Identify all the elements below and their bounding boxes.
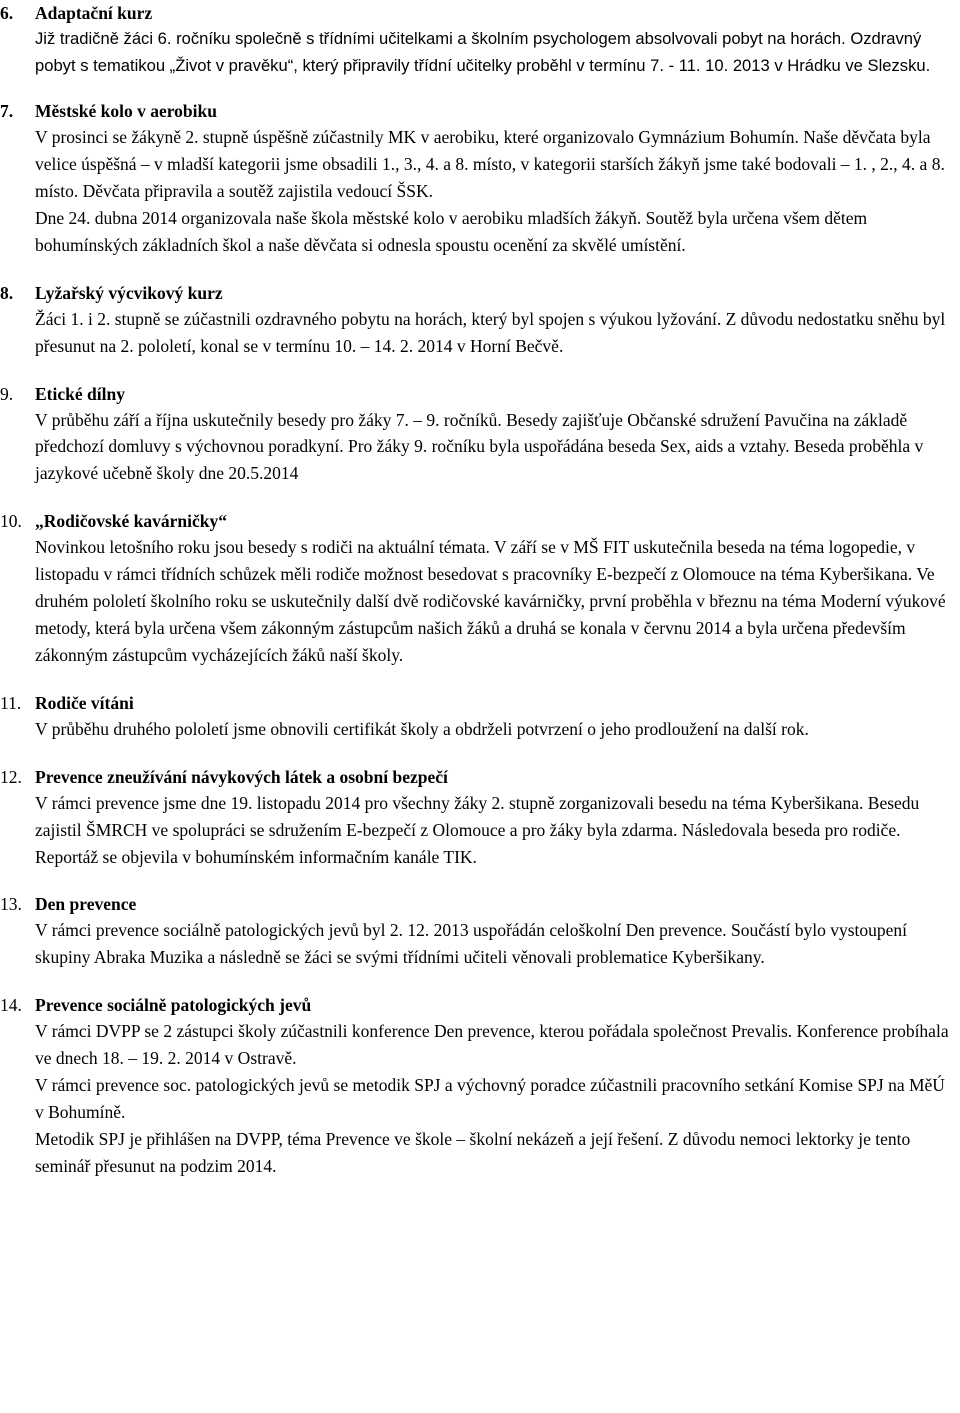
- section-number: 14.: [0, 995, 22, 1016]
- section-number: 11.: [0, 692, 22, 713]
- section-heading: [0, 992, 952, 1018]
- paragraph: Dne 24. dubna 2014 organizovala naše škola městské kolo v aerobiku mladších žákyň. Soutěž byla určena všem dětem bohumínských základních škol a naše děvčata si odnesla spoustu ocenění za skvělé umístění.: [35, 207, 868, 255]
- section-rodicovske-kavarnicky: [0, 508, 952, 669]
- paragraph: V rámci DVPP se 2 zástupci školy zúčastnili konference Den prevence, kterou pořádala společnost Prevalis. Konference probíhala ve dnech 18. – 19. 2. 2014 v Ostravě.: [35, 1021, 949, 1069]
- section-title: Prevence sociálně patologických jevů: [35, 995, 312, 1016]
- section-adaptacni-kurz: [0, 0, 952, 79]
- section-body: [0, 26, 952, 79]
- section-heading: [0, 381, 952, 407]
- section-title: Městské kolo v aerobiku: [35, 101, 217, 122]
- paragraph: Novinkou letošního roku jsou besedy s rodiči na aktuální témata. V září se v MŠ FIT uskutečnila beseda na téma logopedie, v listopadu v rámci třídních schůzek měli rodiče možnost besedovat s pracovníky E-bezpečí z Olomouce na téma Kyberšikana. Ve druhém pololetí školního roku se uskutečnily další dvě rodičovské kavárničky, první proběhla v březnu na téma Moderní výukové metody, která byla určena všem zákonným zástupcům našich žáků a druhá se konala v červnu 2014 a byla určena především zákonným zástupcům vycházejících žáků naší školy.: [35, 537, 946, 665]
- section-body: [0, 917, 952, 971]
- section-title: Den prevence: [35, 894, 137, 915]
- section-title: „Rodičovské kavárničky“: [35, 511, 228, 532]
- section-title: Rodiče vítáni: [35, 692, 134, 713]
- section-number: 6.: [0, 3, 14, 23]
- section-heading: [0, 891, 952, 917]
- section-number: 10.: [0, 511, 22, 532]
- section-den-prevence: [0, 891, 952, 971]
- section-lyzarsky-kurz: [0, 280, 952, 360]
- section-heading: [0, 98, 952, 124]
- section-number: 13.: [0, 894, 22, 915]
- section-prevence-navykove-latky: [0, 764, 952, 871]
- section-number: 8.: [0, 282, 14, 303]
- paragraph: V průběhu druhého pololetí jsme obnovili certifikát školy a obdrželi potvrzení o jeho prodloužení na další rok.: [35, 718, 809, 739]
- section-mestske-kolo-aerobik: [0, 98, 952, 259]
- section-number: 12.: [0, 766, 22, 787]
- section-number: 7.: [0, 101, 14, 122]
- section-body: [0, 124, 952, 259]
- section-number: 9.: [0, 383, 14, 404]
- section-body: [0, 534, 952, 669]
- section-body: [0, 407, 952, 488]
- paragraph: Již tradičně žáci 6. ročníku společně s třídními učitelkami a školním psychologem absolvovali pobyt na horách. Ozdravný pobyt s tematikou „Život v pravěku“, který připravily třídní učitelky proběhl v termínu 7. - 11. 10. 2013 v Hrádku ve Slezsku.: [35, 29, 931, 75]
- paragraph: V průběhu září a října uskutečnily besedy pro žáky 7. – 9. ročníků. Besedy zajišťuje Občanské sdružení Pavučina na základě předchozí domluvy s výchovnou poradkyní. Pro žáky 9. ročníku byla uspořádána beseda Sex, aids a vztahy. Beseda proběhla v jazykové učebně školy dne 20.5.2014: [35, 409, 924, 484]
- section-title: Adaptační kurz: [35, 3, 153, 23]
- section-body: [0, 1018, 952, 1179]
- section-heading: [0, 508, 952, 534]
- section-title: Etické dílny: [35, 383, 125, 404]
- section-rodice-vitani: [0, 690, 952, 743]
- section-heading: [0, 0, 952, 26]
- paragraph: Žáci 1. i 2. stupně se zúčastnili ozdravného pobytu na horách, který byl spojen s výukou lyžování. Z důvodu nedostatku sněhu byl přesunut na 2. pololetí, konal se v termínu 10. – 14. 2. 2014 v Horní Bečvě.: [35, 308, 946, 356]
- paragraph: V rámci prevence jsme dne 19. listopadu 2014 pro všechny žáky 2. stupně zorganizovali besedu na téma Kyberšikana. Besedu zajistil ŠMRCH ve spolupráci se sdružením E-bezpečí z Olomouce a pro žáky byla zdarma. Následovala beseda pro rodiče. Reportáž se objevila v bohumínském informačním kanále TIK.: [35, 792, 920, 867]
- section-eticke-dilny: [0, 381, 952, 488]
- paragraph: V prosinci se žákyně 2. stupně úspěšně zúčastnily MK v aerobiku, které organizovalo Gymnázium Bohumín. Naše děvčata byla velice úspěšná – v mladší kategorii jsme obsadili 1., 3., 4. a 8. místo, v kategorii starších žákyň jsme také bodovali – 1. , 2., 4. a 8. místo. Děvčata připravila a soutěž zajistila vedoucí ŠSK.: [35, 127, 945, 201]
- section-title: Prevence zneužívání návykových látek a osobní bezpečí: [35, 766, 448, 787]
- section-body: [0, 306, 952, 360]
- section-prevence-socialne-patologickych-jevu: [0, 992, 952, 1179]
- section-heading: [0, 690, 952, 716]
- section-heading: [0, 280, 952, 306]
- paragraph: V rámci prevence sociálně patologických jevů byl 2. 12. 2013 uspořádán celoškolní Den prevence. Součástí bylo vystoupení skupiny Abraka Muzika a následně se žáci se svými třídními učiteli věnovali problematice Kyberšikany.: [35, 920, 908, 968]
- section-body: [0, 790, 952, 871]
- paragraph: V rámci prevence soc. patologických jevů se metodik SPJ a výchovný poradce zúčastnili pracovního setkání Komise SPJ na MěÚ v Bohumíně.: [35, 1075, 945, 1122]
- section-body: [0, 716, 952, 743]
- section-title: Lyžařský výcvikový kurz: [35, 282, 223, 303]
- section-heading: [0, 764, 952, 790]
- paragraph: Metodik SPJ je přihlášen na DVPP, téma Prevence ve škole – školní nekázeň a její řešení. Z důvodu nemoci lektorky je tento seminář přesunut na podzim 2014.: [35, 1128, 911, 1176]
